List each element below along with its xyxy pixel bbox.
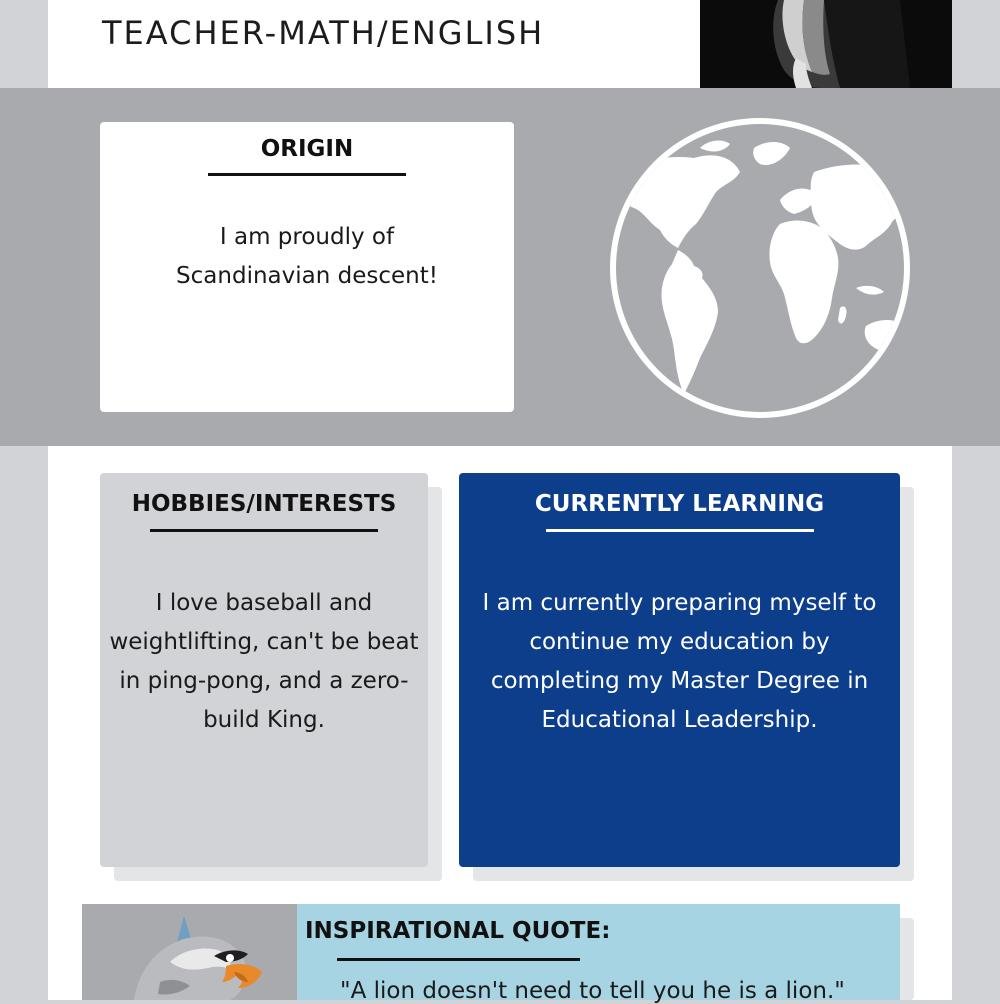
hobbies-title: HOBBIES/INTERESTS [131,491,397,517]
learning-divider [546,529,814,532]
quote-text: "A lion doesn't need to tell you he is a lion." [340,978,845,1004]
globe-icon [604,112,916,424]
origin-card [100,122,514,412]
teacher-portrait [700,0,952,88]
hobbies-card [100,473,428,867]
learning-card [459,473,900,867]
origin-title: ORIGIN [260,136,354,162]
quote-title: INSPIRATIONAL QUOTE: [305,918,611,944]
eagle-mascot-icon [130,912,280,1000]
hobbies-text: I love baseball and weightlifting, can't be beat in ping-pong, and a zero-build King. [109,590,419,733]
hobbies-divider [150,529,378,532]
learning-title: CURRENTLY LEARNING [534,491,825,517]
quote-divider [337,958,580,961]
learning-text: I am currently preparing myself to continue my education by completing my Master Degree in Educational Leadership. [482,590,877,733]
teacher-role: TEACHER-MATH/ENGLISH [102,14,545,52]
origin-divider [208,173,406,176]
origin-text: I am proudly of Scandinavian descent! [176,224,438,289]
